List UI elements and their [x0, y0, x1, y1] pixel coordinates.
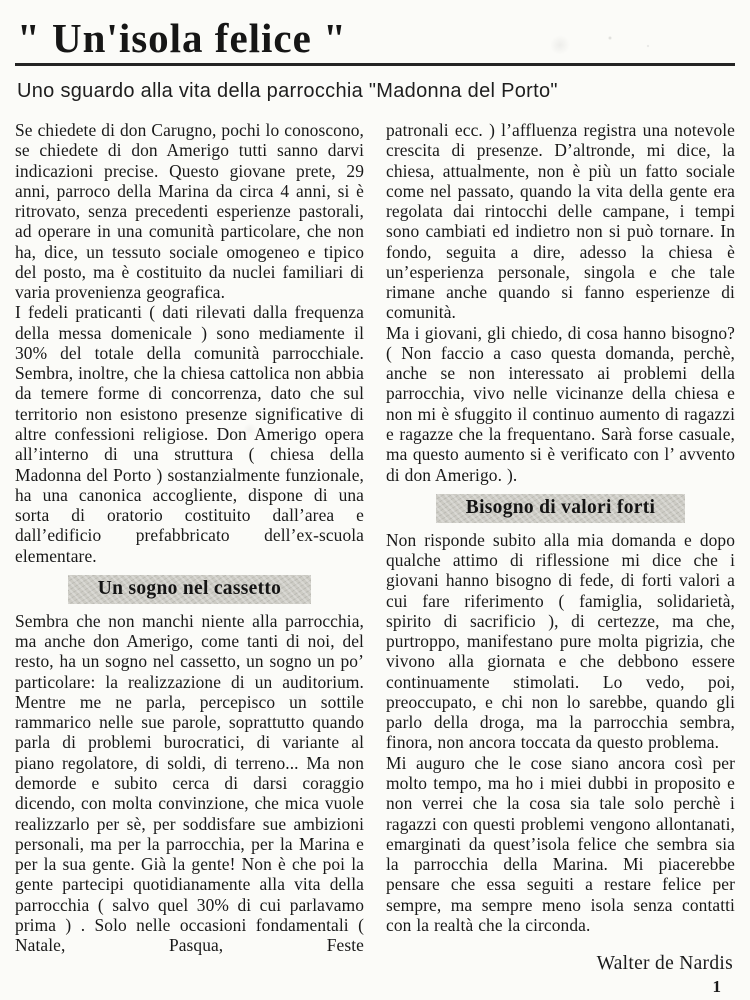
paragraph-fedeli: I fedeli praticanti ( dati rilevati dalla frequenza della messa domenicale ) sono mediamente il 30% del totale della comunità parrocchiale. Sembra, inoltre, che la chiesa cattolica non abbia da temere forme di concorrenza, dato che sul territorio non esistono presenze significative di altre confessioni religiose. Don Amerigo opera all’interno di una struttura ( chiesa della Madonna del Porto ) sostanzialmente funzionale, ha una canonica accogliente, dispone di una sorta di oratorio costituito dall’area e dall’edificio prefabbricato dell’ex-scuola elementare.	[15, 302, 364, 566]
section-header-wrap	[386, 494, 735, 523]
article-header	[15, 15, 735, 103]
paragraph-conclusione: Mi auguro che le cose siano ancora così per molto tempo, ma ho i miei dubbi in proposito e non verrei che la cosa sia tale solo perchè i ragazzi con questi problemi vengono allontanati, emarginati da quest’isola felice che sembra sia la parrocchia della Marina. Mi piacerebbe pensare che essa seguiti a restare felice per sempre, ma sempre meno isola senza contatti con la realtà che la circonda.	[386, 752, 735, 935]
paragraph-giovani: Ma i giovani, gli chiedo, di cosa hanno bisogno? ( Non faccio a caso questa domanda, perchè, anche se non interessato ai problemi della parrocchia, vivo nelle vicinanze della chiesa e non mi è sfuggito il continuo aumento di ragazzi e ragazze che la frequentano. Sarà forse casuale, ma questo aumento si è verificato con l’ avvento di don Amerigo. ).	[386, 322, 735, 485]
section-header-wrap	[15, 575, 364, 604]
article-title: " Un'isola felice "	[17, 15, 347, 61]
paragraph-intro: Se chiedete di don Carugno, pochi lo conoscono, se chiedete di don Amerigo tutti sanno darvi indicazioni precise. Questo giovane prete, 29 anni, parroco della Marina da circa 4 anni, si è ritrovato, senza precedenti esperienze pastorali, ad operare in una comunità particolare, che non ha, dice, un tessuto sociale omogeneo e tipico del posto, ma è costituito da nuclei familiari di varia provenienza geografica.	[15, 120, 364, 303]
paragraph-affluenza: patronali ecc. ) l’affluenza registra una notevole crescita di presenze. D’altronde, mi dice, la chiesa, attualmente, non è più un fatto sociale come nel passato, quando la vita della gente era regolata dai rintocchi delle campane, i tempi sono cambiati ed indietro non si può tornare. In fondo, seguita a dire, adesso la chiesa è un’esperienza personale, singola e che tale rimane anche quando si fanno esperienze di comunità.	[386, 120, 735, 323]
paragraph-valori: Non risponde subito alla mia domanda e dopo qualche attimo di riflessione mi dice che i giovani hanno bisogno di fede, di forti valori a cui fare riferimento ( famiglia, solidarietà, spirito di sacrificio ), di certezze, ma che, purtroppo, manifestano pure molta pigrizia, che vivono alla giornata e che debbono essere continuamente stimolati. Lo vedo, poi, preoccupato, e chi non lo sarebbe, quando gli parlo della droga, ma la parrocchia sembra, finora, non ancora toccata da questo problema.	[386, 529, 735, 753]
article-subtitle: Uno sguardo alla vita della parrocchia "Madonna del Porto"	[17, 80, 558, 102]
section-header-valori: Bisogno di valori forti	[436, 494, 685, 523]
author-signature: Walter de Nardis	[596, 953, 733, 975]
left-column	[15, 120, 364, 955]
paragraph-sogno: Sembra che non manchi niente alla parrocchia, ma anche don Amerigo, come tanti di noi, del resto, ha un sogno nel cassetto, un sogno un po’ particolare: la realizzazione di un auditorium. Mentre me ne parla, percepisco un sottile rammarico nelle sue parole, soprattutto quando parla di problemi burocratici, di variante al piano regolatore, di soldi, di terreno... Ma non demorde e subito cerca di darsi coraggio dicendo, con molta convinzione, che mica vuole realizzarlo per sè, per soddisfare sue ambizioni personali, ma per la parrocchia, per la Marina e per la sua gente. Già la gente! Non è che poi la gente partecipi quotidianamente alla vita della parrocchia ( salvo quel 30% di cui parlavamo prima ) . Solo nelle occasioni fondamentali ( Natale, Pasqua, Feste	[15, 610, 364, 956]
page-number: 1	[712, 977, 721, 997]
title-rule	[15, 63, 735, 66]
article-body	[15, 120, 735, 997]
section-header-sogno: Un sogno nel cassetto	[68, 575, 311, 604]
right-column	[386, 120, 735, 997]
